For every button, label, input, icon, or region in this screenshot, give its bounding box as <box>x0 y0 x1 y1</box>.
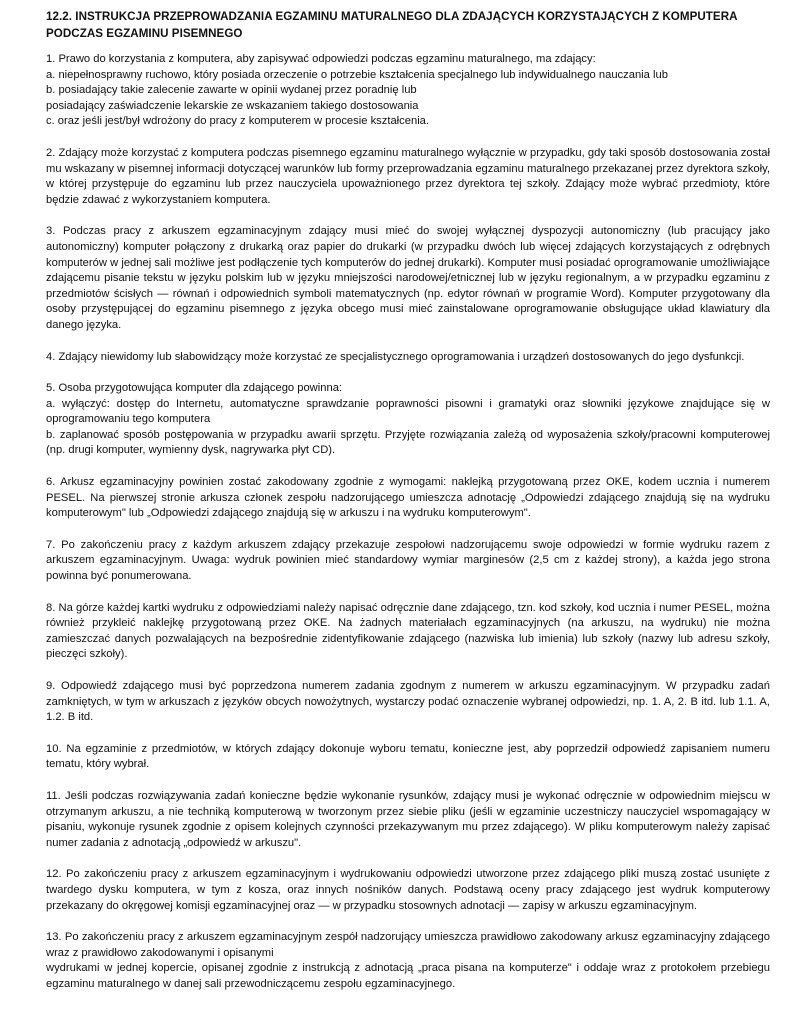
paragraph-text: 11. Jeśli podczas rozwiązywania zadań konieczne będzie wykonanie rysunków, zdający musi je wykonać odręcznie w odpowiednim miejscu w otrzymanym arkuszu, a nie techniką komputerową w tworzonym przez siebie pliku (jeśli w egzaminie uczestniczy nauczyciel wspomagający w pisaniu, wykonuje rysunek zgodnie z opisem kolejnych czynności przekazywanym mu przez zdającego). W pliku komputerowym należy zapisać numer zadania z adnotacją „odpowiedź w arkuszu". <box>46 789 770 849</box>
section-7 <box>46 538 770 585</box>
section-4 <box>46 350 770 366</box>
section-10 <box>46 742 770 773</box>
paragraph-text: 2. Zdający może korzystać z komputera podczas pisemnego egzaminu maturalnego wyłącznie w przypadku, gdy taki sposób dostosowania został mu wskazany w pisemnej informacji dotyczącej warunków lub formy przeprowadzania egzaminu maturalnego przekazanej przez dyrektora szkoły, w której przystępuje do egzaminu lub przez nauczyciela upoważnionego przez dyrektora tej szkoły. Zdający może wybrać przedmioty, które będzie zdawać z wykorzystaniem komputera. <box>46 146 770 206</box>
paragraph-text: 4. Zdający niewidomy lub słabowidzący może korzystać ze specjalistycznego oprogramowania i urządzeń dostosowanych do jego dysfunkcji. <box>46 350 745 363</box>
section-6 <box>46 475 770 522</box>
paragraph-line: 13. Po zakończeniu pracy z arkuszem egzaminacyjnym zespół nadzorujący umieszcza prawidłowo zakodowany arkusz egzaminacyjny zdającego wraz z prawidłowo zakodowanymi i opisanymi <box>46 931 770 959</box>
section-12 <box>46 867 770 914</box>
paragraph-text: 12. Po zakończeniu pracy z arkuszem egzaminacyjnym i wydrukowaniu odpowiedzi utworzone przez zdającego pliki muszą zostać usunięte z twardego dysku komputera, w tym z kosza, oraz innych nośników danych. Podstawą oceny pracy zdającego jest wydruk komputerowy przekazany do okręgowej komisji egzaminacyjnej oraz — w przypadku stosownych adnotacji — zapisy w arkuszu egzaminacyjnym. <box>46 868 770 912</box>
paragraph-text: 6. Arkusz egzaminacyjny powinien zostać zakodowany zgodnie z wymogami: naklejką przygotowaną przez OKE, kodem ucznia i numerem PESEL. Na pierwszej stronie arkusza członek zespołu nadzorującego umieszcza adnotację „Odpowiedzi zdającego znajdują się na wydruku komputerowym" lub „Odpowiedzi zdającego znajdują się w arkuszu i na wydruku komputerowym". <box>46 476 770 520</box>
paragraph-line: 1. Prawo do korzystania z komputera, aby zapisywać odpowiedzi podczas egzaminu maturalnego, ma zdający: <box>46 53 596 65</box>
section-1 <box>46 52 770 130</box>
section-11 <box>46 789 770 851</box>
document-title: 12.2. INSTRUKCJA PRZEPROWADZANIA EGZAMINU MATURALNEGO DLA ZDAJĄCYCH KORZYSTAJĄCYCH Z KOMPUTERA PODCZAS EGZAMINU PISEMNEGO <box>46 10 738 40</box>
paragraph-line: wydrukami w jednej kopercie, opisanej zgodnie z instrukcją z adnotacją „praca pisana na komputerze" i oddaje wraz z protokołem przebiegu egzaminu maturalnego w danej sali przewodniczącemu zespołu egzaminacyjnego. <box>46 962 770 990</box>
section-9 <box>46 679 770 726</box>
section-2 <box>46 146 770 208</box>
section-5 <box>46 381 770 459</box>
paragraph-text: 9. Odpowiedź zdającego musi być poprzedzona numerem zadania zgodnym z numerem w arkuszu egzaminacyjnym. W przypadku zadań zamkniętych, w tym w arkuszach z języków obcych nowożytnych, wystarczy podać oznaczenie wybranej odpowiedzi, np. 1. A, 2. B itd. lub 1.1. A, 1.2. B itd. <box>46 680 770 724</box>
paragraph-line: posiadający zaświadczenie lekarskie ze wskazaniem takiego dostosowania <box>46 99 419 112</box>
paragraph-text: 8. Na górze każdej kartki wydruku z odpowiedziami należy napisać odręcznie dane zdającego, tzn. kod szkoły, kod ucznia i numer PESEL, można również przykleić naklejkę przygotowaną przez OKE. Na żadnych materiałach egzaminacyjnych (na arkuszu, na wydruku) nie można zamieszczać danych pozwalających na bezpośrednie zidentyfikowanie zdającego (nazwiska lub imienia) lub szkoły (nazwy lub adresu szkoły, pieczęci szkoły). <box>46 601 770 661</box>
paragraph-line: c. oraz jeśli jest/był wdrożony do pracy z komputerem w procesie kształcenia. <box>46 115 430 128</box>
paragraph-text: 3. Podczas pracy z arkuszem egzaminacyjnym zdający musi mieć do swojej wyłącznej dyspozycji autonomiczny (lub pracujący jako autonomiczny) komputer połączony z drukarką oraz papier do drukarki (w przypadku dwóch lub więcej zdających korzystających z odrębnych komputerów w jednej sali możliwe jest podłączenie tych komputerów do jednej drukarki). Komputer musi posiadać oprogramowanie umożliwiające zdającemu pisanie tekstu w języku polskim lub w języku mniejszości narodowej/etnicznej lub w języku regionalnym, a w przypadku egzaminu z przedmiotów ścisłych — równań i odpowiednich symboli matematycznych (np. edytor równań w programie Word). Komputer przygotowany dla osoby przystępującej do egzaminu pisemnego z języka obcego musi mieć zainstalowane oprogramowanie obsługujące układ klawiatury dla danego języka. <box>46 225 770 331</box>
paragraph-line: a. wyłączyć: dostęp do Internetu, automatyczne sprawdzanie poprawności pisowni i gramatyki oraz słowniki językowe znajdujące się w oprogramowaniu tego komputera <box>46 397 770 426</box>
section-13 <box>46 930 770 992</box>
paragraph-line: 5. Osoba przygotowująca komputer dla zdającego powinna: <box>46 382 343 395</box>
paragraph-text: 10. Na egzaminie z przedmiotów, w których zdający dokonuje wyboru tematu, konieczne jest, aby poprzedził odpowiedź zapisaniem numeru tematu, który wybrał. <box>46 742 770 771</box>
paragraph-text: 7. Po zakończeniu pracy z każdym arkuszem zdający przekazuje zespołowi nadzorującemu swoje odpowiedzi w formie wydruku razem z arkuszem egzaminacyjnym. Uwaga: wydruk powinien mieć standardowy wymiar marginesów (2,5 cm z każdej strony), a każda jego strona powinna być ponumerowana. <box>46 538 770 583</box>
paragraph-line: a. niepełnosprawny ruchowo, który posiada orzeczenie o potrzebie kształcenia specjalnego lub indywidualnego nauczania lub <box>46 68 668 81</box>
paragraph-line: b. zaplanować sposób postępowania w przypadku awarii sprzętu. Przyjęte rozwiązania zależą od wyposażenia szkoły/pracowni komputerowej (np. drugi komputer, wymienny dysk, nagrywarka płyt CD). <box>46 428 770 457</box>
paragraph-line: b. posiadający takie zalecenie zawarte w opinii wydanej przez poradnię lub <box>46 84 417 97</box>
section-3 <box>46 224 770 333</box>
section-8 <box>46 601 770 663</box>
